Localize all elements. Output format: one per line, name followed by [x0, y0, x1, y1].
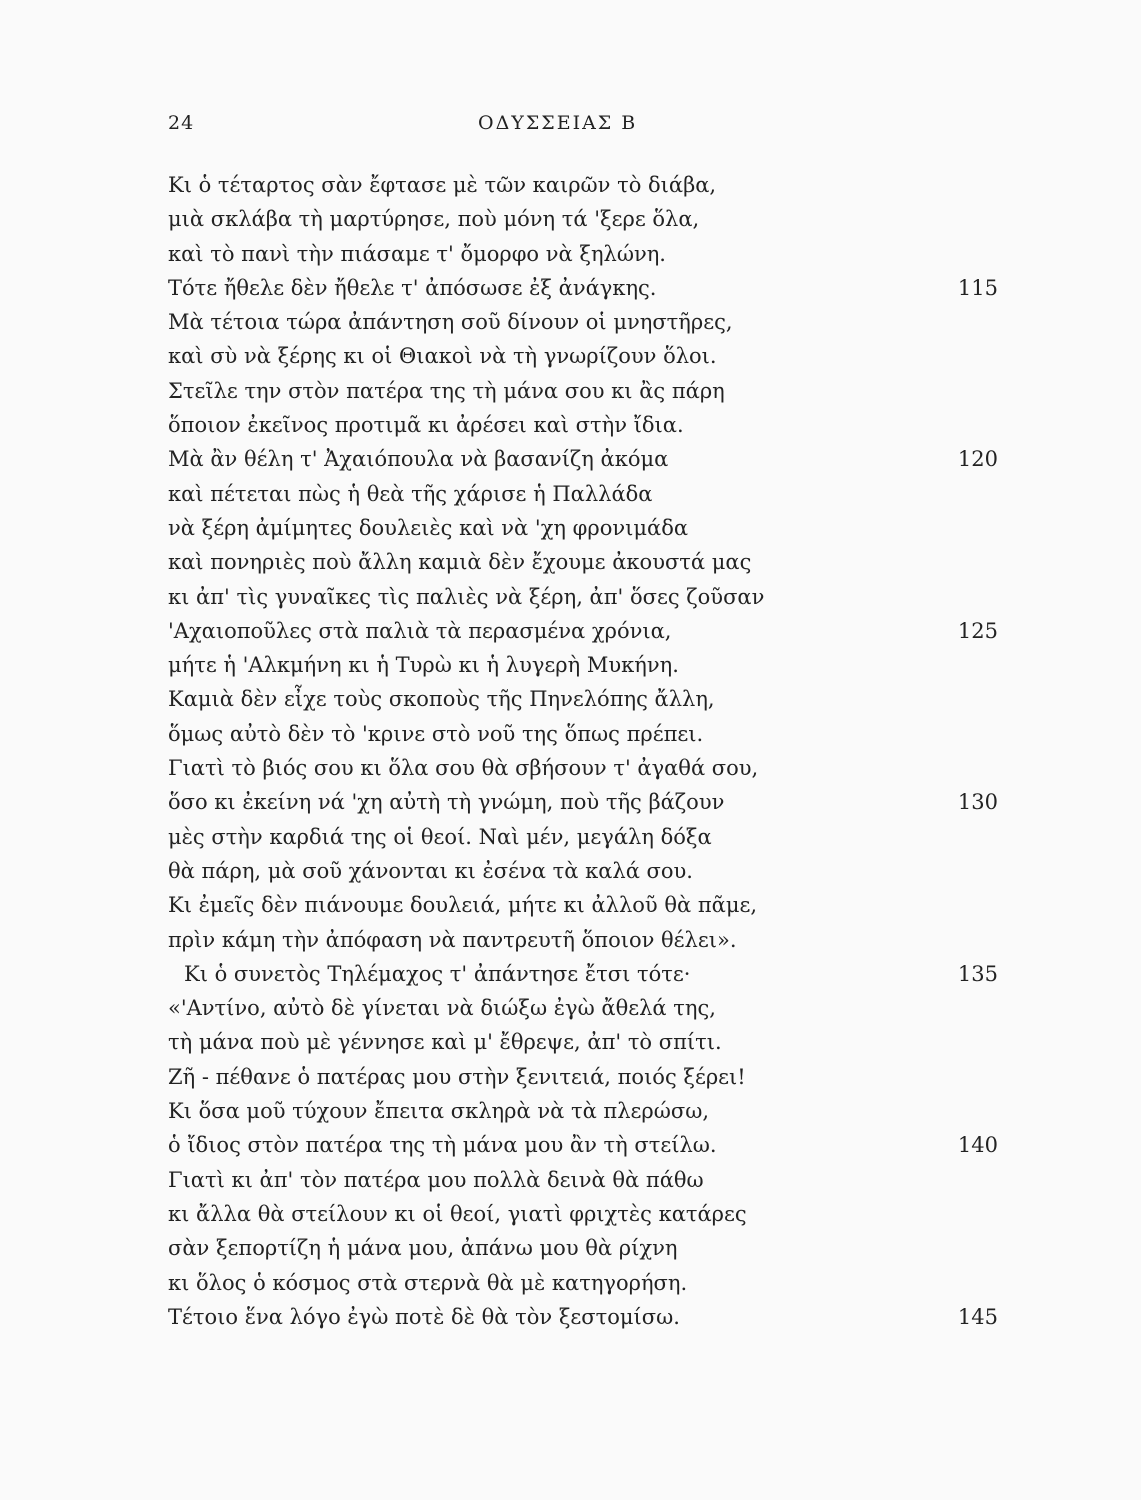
verse-line — [168, 202, 998, 236]
verse-text: νὰ ξέρη ἀμίμητες δουλειὲς καὶ νὰ 'χη φρονιμάδα — [168, 515, 689, 540]
verse-line — [168, 614, 998, 648]
verse-number: 120 — [957, 447, 998, 472]
verse-line — [168, 1231, 998, 1265]
verse-line — [168, 477, 998, 511]
verse-line — [168, 820, 998, 854]
verse-line — [168, 168, 998, 202]
verse-line — [168, 545, 998, 579]
verse-line — [168, 271, 998, 305]
verse-text: Κι ἐμεῖς δὲν πιάνουμε δουλειά, μήτε κι ἀλλοῦ θὰ πᾶμε, — [168, 893, 758, 918]
verse-line — [168, 580, 998, 614]
verse-line — [168, 1300, 998, 1334]
verse-line — [168, 305, 998, 339]
verse-text: Ζῆ - πέθανε ὁ πατέρας μου στὴν ξενιτειά, ποιός ξέρει! — [168, 1064, 746, 1089]
verse-text: καὶ τὸ πανὶ τὴν πιάσαμε τ' ὄμορφο νὰ ξηλώνη. — [168, 241, 666, 266]
verse-line — [168, 1197, 998, 1231]
verse-text: Καμιὰ δὲν εἶχε τοὺς σκοποὺς τῆς Πηνελόπης ἄλλη, — [168, 687, 715, 712]
verse-number: 140 — [957, 1133, 998, 1158]
verse-number: 145 — [957, 1304, 998, 1329]
verse-line — [168, 1094, 998, 1128]
verse-text: τὴ μάνα ποὺ μὲ γέννησε καὶ μ' ἔθρεψε, ἀπ' τὸ σπίτι. — [168, 1030, 722, 1055]
verse-text: Κι ὁ συνετὸς Τηλέμαχος τ' ἀπάντησε ἔτσι τότε· — [184, 961, 691, 986]
verse-text: «'Αντίνο, αὐτὸ δὲ γίνεται νὰ διώξω ἐγὼ ἄθελά της, — [168, 996, 716, 1021]
verse-number: 135 — [957, 961, 998, 986]
verse-text: ὅσο κι ἐκείνη νά 'χη αὐτὴ τὴ γνώμη, ποὺ τῆς βάζουν — [168, 790, 725, 815]
verse-text: πρὶν κάμη τὴν ἀπόφαση νὰ παντρευτῆ ὅποιον θέλει». — [168, 927, 737, 952]
verse-line — [168, 1163, 998, 1197]
verse-line — [168, 1128, 998, 1162]
verse-line — [168, 374, 998, 408]
verse-text: κι ἀπ' τὶς γυναῖκες τὶς παλιὲς νὰ ξέρη, ἀπ' ὅσες ζοῦσαν — [168, 584, 765, 609]
verse-line — [168, 1060, 998, 1094]
verse-text: θὰ πάρη, μὰ σοῦ χάνονται κι ἐσένα τὰ καλά σου. — [168, 858, 693, 883]
verse-line — [168, 854, 998, 888]
verse-line — [168, 339, 998, 373]
verse-line — [168, 1266, 998, 1300]
verse-text: κι ὅλος ὁ κόσμος στὰ στερνὰ θὰ μὲ κατηγορήση. — [168, 1270, 688, 1295]
verse-text: 'Αχαιοποῦλες στὰ παλιὰ τὰ περασμένα χρόνια, — [168, 618, 672, 643]
verse-text: Γιατὶ τὸ βιός σου κι ὅλα σου θὰ σβήσουν τ' ἀγαθά σου, — [168, 756, 759, 781]
verse-number: 130 — [957, 790, 998, 815]
verse-line — [168, 923, 998, 957]
verse-line — [168, 511, 998, 545]
verse-text: Τότε ἤθελε δὲν ἤθελε τ' ἀπόσωσε ἐξ ἀνάγκης. — [168, 275, 657, 300]
verse-text: Μὰ τέτοια τώρα ἀπάντηση σοῦ δίνουν οἱ μνηστῆρες, — [168, 310, 733, 335]
verse-block — [168, 168, 998, 1334]
verse-line — [168, 717, 998, 751]
verse-line — [168, 1025, 998, 1059]
verse-line — [168, 888, 998, 922]
verse-text: κι ἄλλα θὰ στείλουν κι οἱ θεοί, γιατὶ φριχτὲς κατάρες — [168, 1201, 747, 1226]
verse-number: 115 — [957, 275, 998, 300]
verse-line — [168, 408, 998, 442]
verse-number: 125 — [957, 618, 998, 643]
verse-line — [168, 682, 998, 716]
verse-line — [168, 991, 998, 1025]
verse-line — [168, 785, 998, 819]
verse-text: μιὰ σκλάβα τὴ μαρτύρησε, ποὺ μόνη τά 'ξερε ὅλα, — [168, 207, 700, 232]
book-title: ΟΔΥΣΣΕΙΑΣ Β — [478, 112, 638, 134]
verse-text: Τέτοιο ἕνα λόγο ἐγὼ ποτὲ δὲ θὰ τὸν ξεστομίσω. — [168, 1304, 680, 1329]
verse-line — [168, 648, 998, 682]
verse-text: καὶ πέτεται πὼς ἡ θεὰ τῆς χάρισε ἡ Παλλάδα — [168, 481, 653, 506]
verse-text: μήτε ἡ 'Αλκμήνη κι ἡ Τυρὼ κι ἡ λυγερὴ Μυκήνη. — [168, 653, 679, 678]
verse-text: Στεῖλε την στὸν πατέρα της τὴ μάνα σου κι ἂς πάρη — [168, 378, 725, 403]
verse-text: καὶ πονηριὲς ποὺ ἄλλη καμιὰ δὲν ἔχουμε ἀκουστά μας — [168, 550, 752, 575]
verse-text: καὶ σὺ νὰ ξέρης κι οἱ Θιακοὶ νὰ τὴ γνωρίζουν ὅλοι. — [168, 344, 717, 369]
verse-text: ὅμως αὐτὸ δὲν τὸ 'κρινε στὸ νοῦ της ὅπως πρέπει. — [168, 721, 704, 746]
verse-text: μὲς στὴν καρδιά της οἱ θεοί. Ναὶ μέν, μεγάλη δόξα — [168, 824, 712, 849]
verse-text: Γιατὶ κι ἀπ' τὸν πατέρα μου πολλὰ δεινὰ θὰ πάθω — [168, 1167, 704, 1192]
verse-text: ὁ ἴδιος στὸν πατέρα της τὴ μάνα μου ἂν τὴ στείλω. — [168, 1133, 717, 1158]
verse-text: Μὰ ἂν θέλη τ' Ἀχαιόπουλα νὰ βασανίζη ἀκόμα — [168, 447, 669, 472]
verse-text: ὅποιον ἐκεῖνος προτιμᾶ κι ἀρέσει καὶ στὴν ἴδια. — [168, 413, 684, 438]
verse-line — [168, 442, 998, 476]
verse-text: Κι ὅσα μοῦ τύχουν ἔπειτα σκληρὰ νὰ τὰ πλερώσω, — [168, 1099, 710, 1124]
page-number: 24 — [168, 112, 195, 134]
running-head — [168, 112, 998, 142]
verse-text: σὰν ξεπορτίζη ἡ μάνα μου, ἀπάνω μου θὰ ρίχνη — [168, 1236, 678, 1261]
verse-line — [168, 957, 998, 991]
verse-line — [168, 751, 998, 785]
verse-text: Κι ὁ τέταρτος σὰν ἔφτασε μὲ τῶν καιρῶν τὸ διάβα, — [168, 173, 717, 197]
verse-line — [168, 237, 998, 271]
